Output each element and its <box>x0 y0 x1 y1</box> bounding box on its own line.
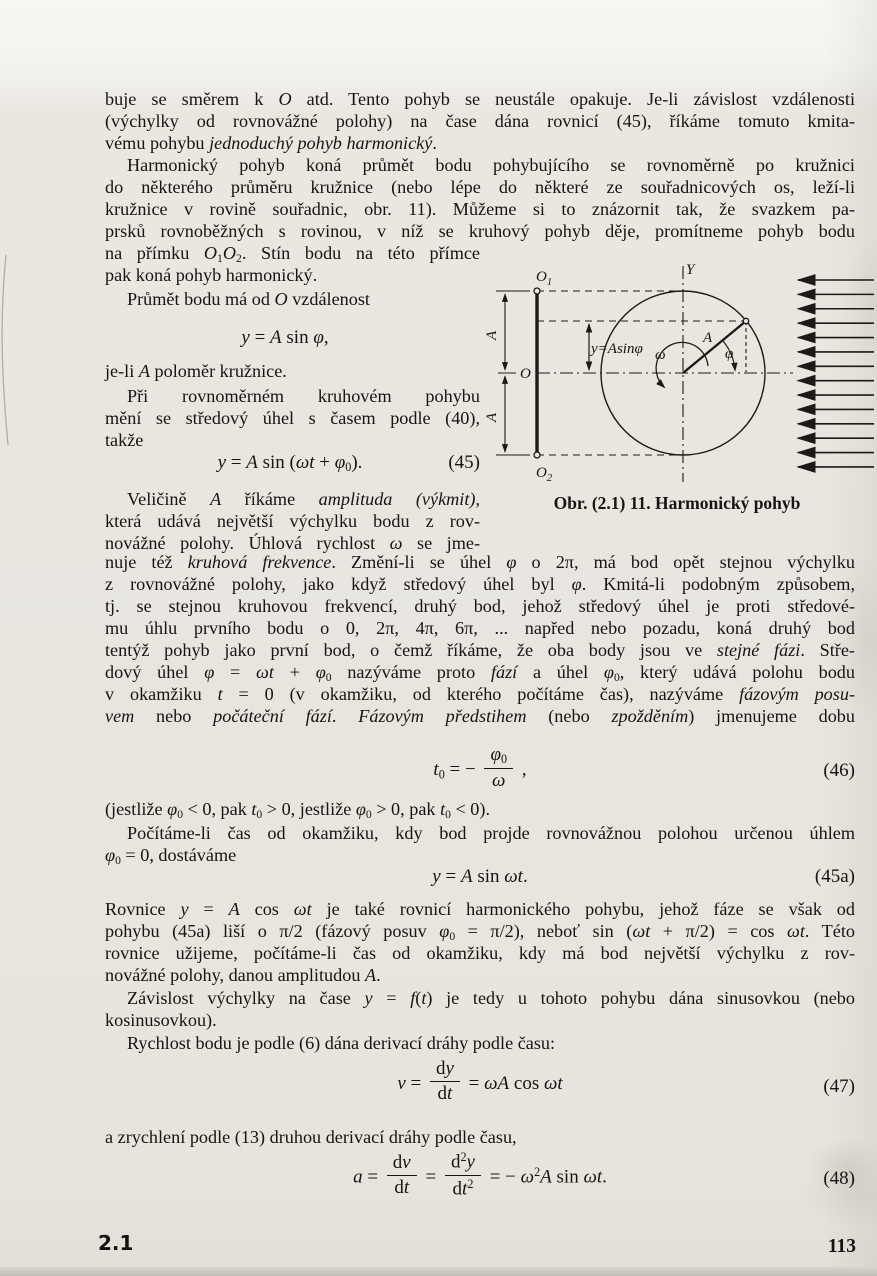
scan-bottom-edge <box>0 1267 877 1276</box>
body-line: je-li A poloměr kružnice. <box>105 361 287 381</box>
amplitude-label-upper: A <box>484 330 500 340</box>
point-label-o1: $O_1$ <box>536 269 553 288</box>
equation-number: (45a) <box>814 866 855 887</box>
origin-label-o: O <box>520 366 531 382</box>
point-o2 <box>534 452 540 458</box>
section-number: 2.1 <box>98 1231 134 1255</box>
body-line: v okamžiku t = 0 (v okamžiku, od kterého počítáme čas), nazýváme fázovým posu- <box>105 684 855 704</box>
projection-label: y=Asinφ <box>591 341 643 357</box>
equation-number: (46) <box>823 760 855 781</box>
radius-line <box>683 321 746 373</box>
body-line: rovnice užijeme, počítáme-li čas od okamžiku, kdy má bod největší výchylku z rov- <box>105 943 855 963</box>
body-line: $\varphi_0 = 0$, dostáváme <box>105 845 237 867</box>
equation: v = $\frac{dy}{dt}$ = ωA cos ωt <box>397 1058 563 1105</box>
body-line: nuje též kruhová frekvence. Změní-li se úhel φ o 2π, má bod opět stejnou výchylku <box>105 552 855 572</box>
body-line: Počítáme-li čas od okamžiku, kdy bod projde rovnovážnou polohou určenou úhlem <box>127 823 855 843</box>
body-line: prsků rovnoběžných s rovinou, v níž se kruhový pohyb děje, promítneme pohyb bodu <box>105 221 855 241</box>
equation: y = A $\sin (\omega t + \varphi_0)$. <box>217 452 363 475</box>
body-line: a zrychlení podle (13) druhou derivací dráhy podle času, <box>105 1127 517 1147</box>
body-line: Při rovnoměrném kruhovém pohybu <box>127 386 480 406</box>
body-line: takže <box>105 430 144 450</box>
page-curl-line <box>0 250 14 450</box>
equation: y = A sin ωt. <box>432 866 528 887</box>
body-line: mu úhlu prvního bodu o 0, 2π, 4π, 6π, ... napřed nebo pozadu, koná druhý bod <box>105 618 855 638</box>
body-line: vem nebo počáteční fází. Fázovým předstihem (nebo zpožděním) jmenujeme dobu <box>105 706 855 726</box>
body-line: Veličině A říkáme amplituda (výkmit), <box>127 489 480 509</box>
moving-point <box>743 318 748 323</box>
body-line: mění se středový úhel s časem podle (40), <box>105 408 480 428</box>
body-line: kosinusovkou). <box>105 1010 217 1030</box>
equation-number: (47) <box>823 1076 855 1097</box>
body-line: na přímku $O_1O_2$. Stín bodu na této přímce <box>105 243 480 265</box>
body-line: pak koná pohyb harmonický. <box>105 265 318 285</box>
omega-label: ω <box>655 347 666 363</box>
body-line: Harmonický pohyb koná průmět bodu pohybujícího se rovnoměrně po kružnici <box>127 155 855 175</box>
figure-harmonic-motion <box>480 258 877 520</box>
equation: y = A sin φ, <box>241 327 329 348</box>
body-line: pohybu (45a) liší o π/2 (fázový posuv $\varphi_0 = \pi/2$), neboť sin (ωt + π/2) = cos ωt. Této <box>105 921 855 943</box>
point-o1 <box>534 288 540 294</box>
body-line: novážné polohy, danou amplitudou A. <box>105 965 381 985</box>
body-line: Rychlost bodu je podle (6) dána derivací dráhy podle času: <box>127 1033 556 1053</box>
body-line: tentýž pohyb jako první bod, o čemž říkáme, že oba body jsou ve stejné fázi. Stře- <box>105 640 855 660</box>
phi-label: φ <box>725 346 734 362</box>
body-line: (výchylky od rovnovážné polohy) na čase dána rovnicí (45), říkáme tomuto kmita- <box>105 111 855 131</box>
equation: $t_0$ = − $\frac{\varphi_0}{\omega}$ , <box>433 744 527 792</box>
body-line: Rovnice y = A cos ωt je také rovnicí harmonického pohybu, jehož fáze se však od <box>105 899 855 919</box>
equation-number: (48) <box>823 1168 855 1189</box>
body-line: tj. se stejnou kruhovou frekvencí, druhý bod, jehož středový úhel je proti středové- <box>105 596 855 616</box>
body-line: (jestliže $\varphi_0 < 0$, pak $t_0 > 0$, jestliže $\varphi_0 > 0$, pak $t_0 < 0$). <box>105 799 490 821</box>
axis-label-y: Y <box>686 262 695 278</box>
equation-number: (45) <box>448 452 480 473</box>
parallel-light-rays <box>798 280 874 467</box>
body-line: do některého průměru kružnice (nebo lépe do některé ze souřadnicových os, leží-li <box>105 177 855 197</box>
body-line: Průmět bodu má od O vzdálenost <box>127 289 370 309</box>
point-label-o2: $O_2$ <box>536 465 553 484</box>
body-line: která udává největší výchylku bodu z rov- <box>105 511 480 531</box>
page-number: 113 <box>827 1236 856 1257</box>
equation: a = $\frac{dv}{dt}$ = $\frac{d^2y}{dt^2}$ = − $\omega^2A$ sin ωt. <box>353 1150 607 1200</box>
body-line: buje se směrem k O atd. Tento pohyb se neustále opakuje. Je-li závislost vzdálenosti <box>105 89 855 109</box>
amplitude-label-lower: A <box>484 412 500 422</box>
body-line: Závislost výchylky na čase y = f(t) je tedy u tohoto pohybu dána sinusovkou (nebo <box>127 988 855 1008</box>
body-line: dový úhel $\varphi = \omega t + \varphi_0$ nazýváme proto fází a úhel $\varphi_0$, který udává polohu bodu <box>105 662 855 684</box>
radius-label-a: A <box>703 330 713 346</box>
body-line: vému pohybu jednoduchý pohyb harmonický. <box>105 133 437 153</box>
body-line: kružnice v rovině souřadnic, obr. 11). Můžeme si to znázornit tak, že svazkem pa- <box>105 199 855 219</box>
body-line: z rovnovážné polohy, jako když středový úhel byl φ. Kmitá-li podobným způsobem, <box>105 574 856 594</box>
figure-caption: Obr. (2.1) 11. Harmonický pohyb <box>553 493 801 513</box>
body-line: novážné polohy. Úhlová rychlost ω se jme- <box>105 533 480 553</box>
